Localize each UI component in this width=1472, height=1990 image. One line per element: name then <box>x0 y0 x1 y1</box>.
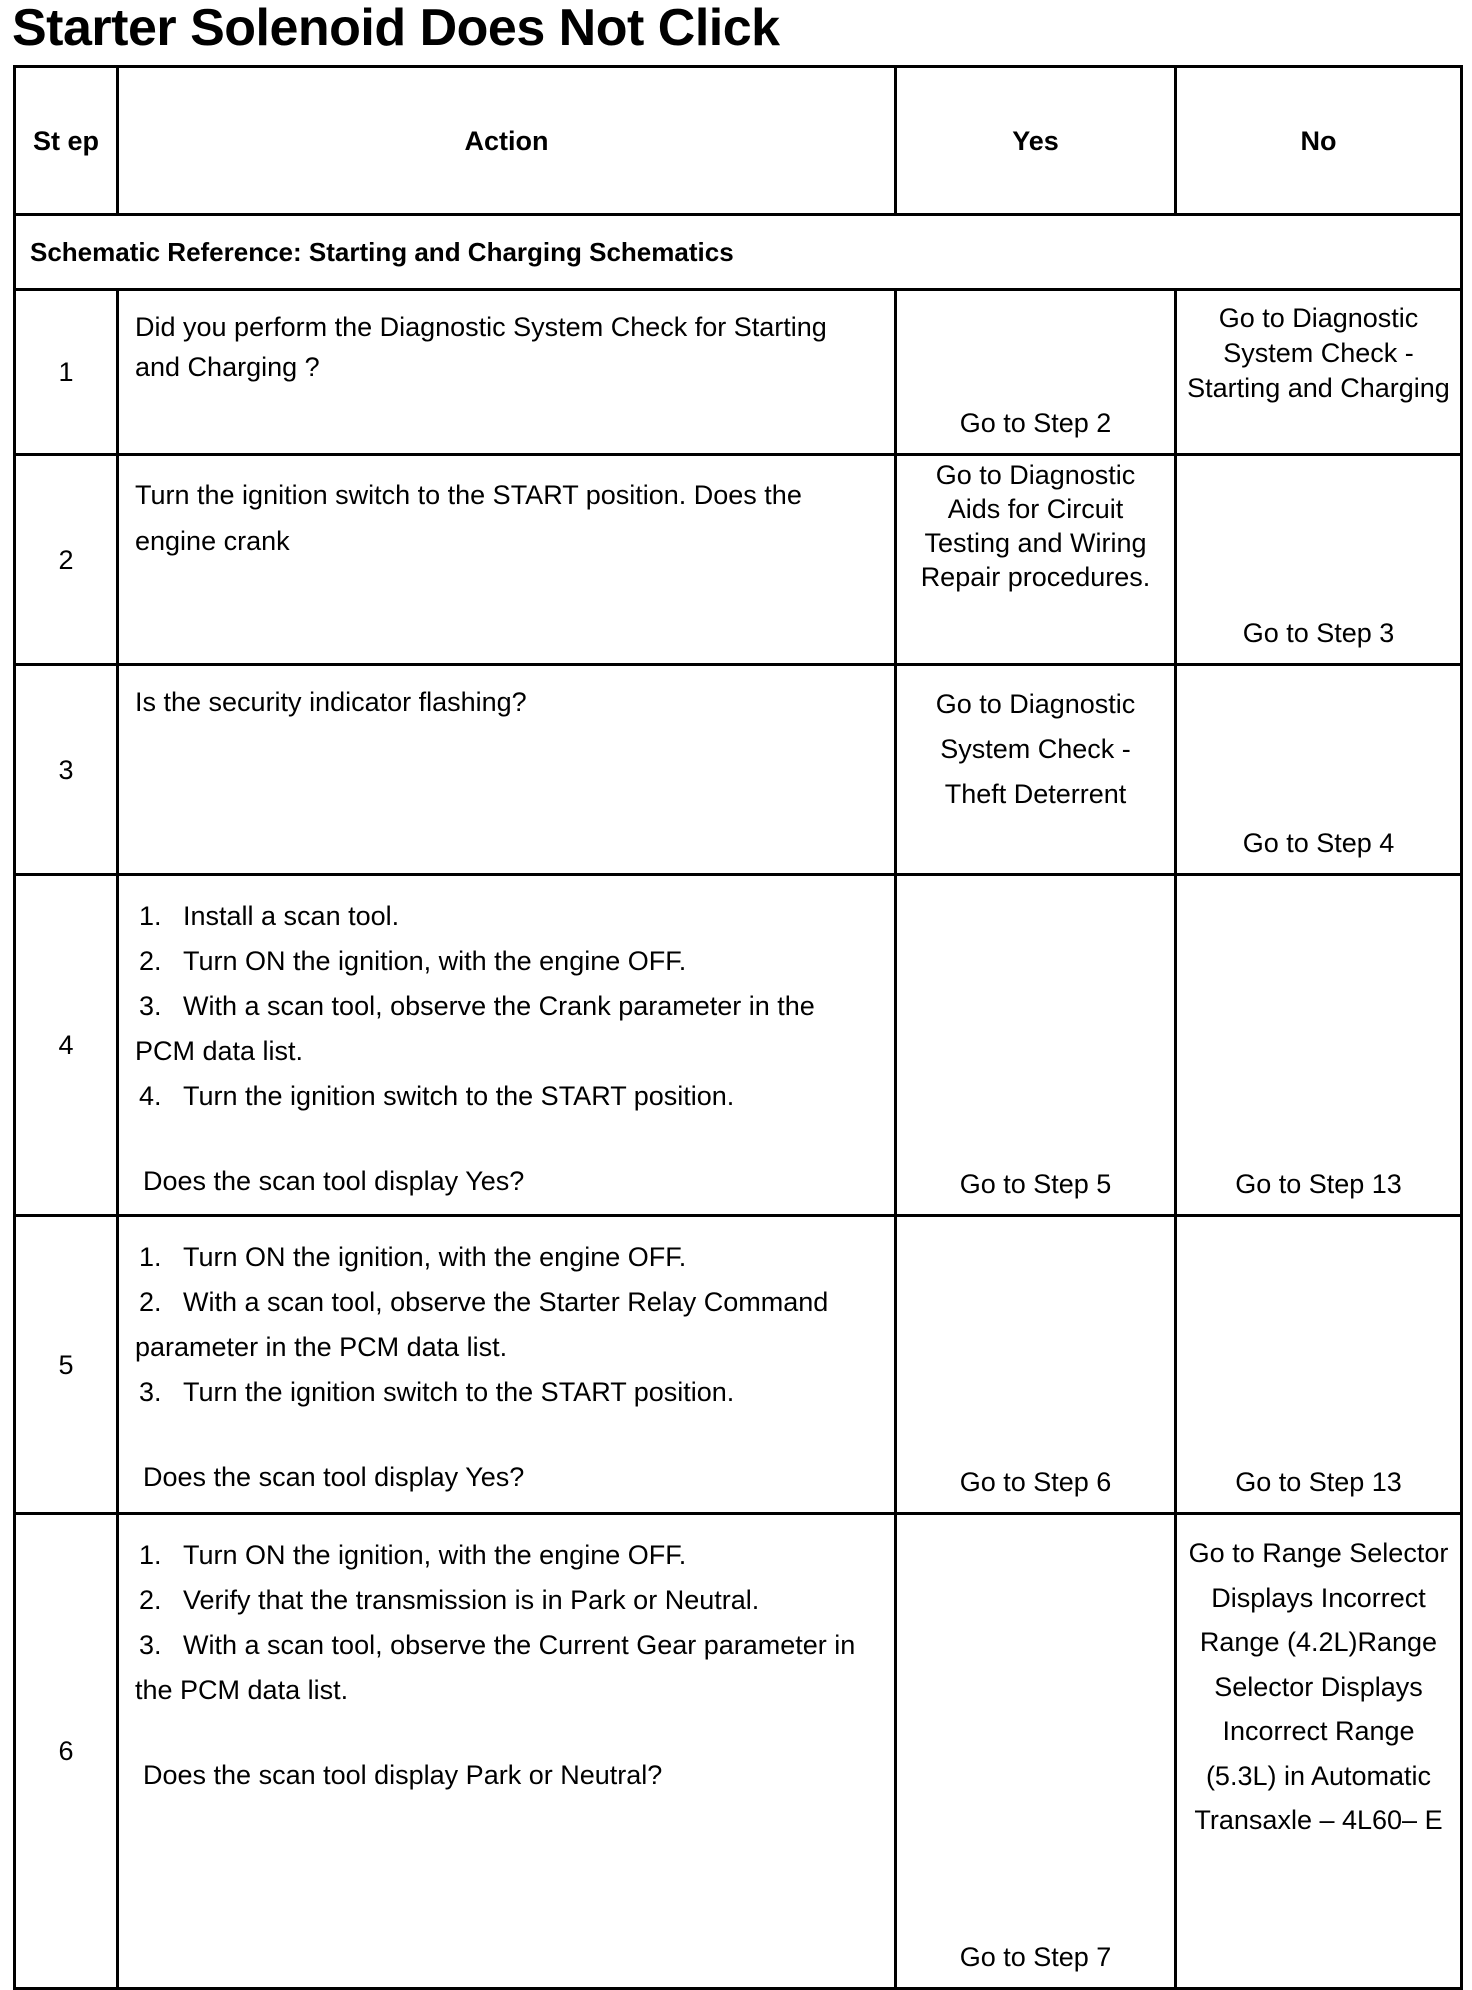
list-item <box>135 894 878 939</box>
item-text: With a scan tool, observe the Crank parameter in the PCM data list. <box>135 991 815 1066</box>
no-cell <box>1176 455 1462 665</box>
no-text: Go to Step 13 <box>1235 1467 1402 1497</box>
list-item <box>135 1533 878 1578</box>
yes-cell <box>896 290 1176 455</box>
item-number: 4. <box>139 1081 162 1111</box>
action-cell <box>118 875 896 1216</box>
no-text: Go to Diagnostic System Check - Starting and Charging <box>1187 303 1450 403</box>
header-step: St ep <box>15 67 118 215</box>
step-number: 1 <box>15 290 118 455</box>
header-no: No <box>1176 67 1462 215</box>
action-question: Does the scan tool display Yes? <box>143 1166 525 1196</box>
no-text: Go to Step 13 <box>1235 1169 1402 1199</box>
list-item <box>135 1074 878 1119</box>
yes-text: Go to Diagnostic Aids for Circuit Testing and Wiring Repair procedures. <box>920 460 1151 592</box>
item-number: 3. <box>139 1377 162 1407</box>
list-item <box>135 939 878 984</box>
no-cell <box>1176 875 1462 1216</box>
item-text: Verify that the transmission is in Park or Neutral. <box>183 1585 760 1615</box>
list-item <box>135 1280 878 1370</box>
item-text: With a scan tool, observe the Starter Relay Command parameter in the PCM data list. <box>135 1287 829 1362</box>
yes-text: Go to Step 6 <box>959 1467 1112 1497</box>
no-text: Go to Step 3 <box>1242 618 1395 648</box>
item-number: 2. <box>139 1287 162 1317</box>
table-row <box>15 290 1462 455</box>
action-question: Does the scan tool display Park or Neutral? <box>143 1760 663 1790</box>
action-steps <box>135 1235 878 1415</box>
item-text: Turn the ignition switch to the START position. <box>183 1081 735 1111</box>
list-item <box>135 1235 878 1280</box>
action-cell <box>118 1514 896 1989</box>
item-text: With a scan tool, observe the Current Gear parameter in the PCM data list. <box>135 1630 856 1705</box>
action-cell <box>118 290 896 455</box>
table-row <box>15 1216 1462 1514</box>
no-cell <box>1176 1216 1462 1514</box>
no-cell <box>1176 665 1462 875</box>
item-number: 3. <box>139 1630 162 1660</box>
header-action: Action <box>118 67 896 215</box>
header-yes: Yes <box>896 67 1176 215</box>
action-cell <box>118 1216 896 1514</box>
step-number: 3 <box>15 665 118 875</box>
list-item <box>135 1623 878 1713</box>
action-question: Does the scan tool display Yes? <box>143 1462 525 1492</box>
yes-cell <box>896 665 1176 875</box>
list-item <box>135 1578 878 1623</box>
item-number: 1. <box>139 1242 162 1272</box>
list-item <box>135 984 878 1074</box>
action-text: Did you perform the Diagnostic System Check for Starting and Charging ? <box>135 312 827 382</box>
yes-cell <box>896 875 1176 1216</box>
yes-text: Go to Step 7 <box>959 1942 1112 1972</box>
no-text: Go to Step 4 <box>1242 828 1395 858</box>
yes-text: Go to Step 5 <box>959 1169 1112 1199</box>
action-text: Is the security indicator flashing? <box>135 687 527 717</box>
item-text: Turn ON the ignition, with the engine OFF. <box>183 1242 687 1272</box>
item-text: Turn the ignition switch to the START position. <box>183 1377 735 1407</box>
table-header-row <box>15 67 1462 215</box>
item-number: 1. <box>139 1540 162 1570</box>
yes-text: Go to Diagnostic System Check - Theft Deterrent <box>935 689 1136 809</box>
table-row <box>15 1514 1462 1989</box>
step-number: 2 <box>15 455 118 665</box>
yes-text: Go to Step 2 <box>959 408 1112 438</box>
step-number: 6 <box>15 1514 118 1989</box>
yes-cell <box>896 1216 1176 1514</box>
item-number: 2. <box>139 1585 162 1615</box>
action-cell <box>118 455 896 665</box>
item-text: Turn ON the ignition, with the engine OFF. <box>183 1540 687 1570</box>
item-text: Turn ON the ignition, with the engine OFF. <box>183 946 687 976</box>
no-cell <box>1176 1514 1462 1989</box>
action-steps <box>135 1533 878 1713</box>
diagnostic-table <box>13 65 1463 1990</box>
step-number: 4 <box>15 875 118 1216</box>
item-number: 2. <box>139 946 162 976</box>
schematic-reference: Schematic Reference: Starting and Charging Schematics <box>15 215 1462 290</box>
list-item <box>135 1370 878 1415</box>
action-text: Turn the ignition switch to the START position. Does the engine crank <box>135 480 802 556</box>
action-cell <box>118 665 896 875</box>
step-number: 5 <box>15 1216 118 1514</box>
action-steps <box>135 894 878 1119</box>
no-text: Go to Range Selector Displays Incorrect Range (4.2L)Range Selector Displays Incorrect Range (5.3L) in Automatic Transaxle – 4L60– E <box>1188 1538 1449 1835</box>
yes-cell <box>896 455 1176 665</box>
table-row <box>15 455 1462 665</box>
no-cell <box>1176 290 1462 455</box>
table-row <box>15 665 1462 875</box>
yes-cell <box>896 1514 1176 1989</box>
item-number: 3. <box>139 991 162 1021</box>
page-title: Starter Solenoid Does Not Click <box>12 0 780 57</box>
item-text: Install a scan tool. <box>183 901 400 931</box>
item-number: 1. <box>139 901 162 931</box>
table-row <box>15 875 1462 1216</box>
schematic-reference-row <box>15 215 1462 290</box>
